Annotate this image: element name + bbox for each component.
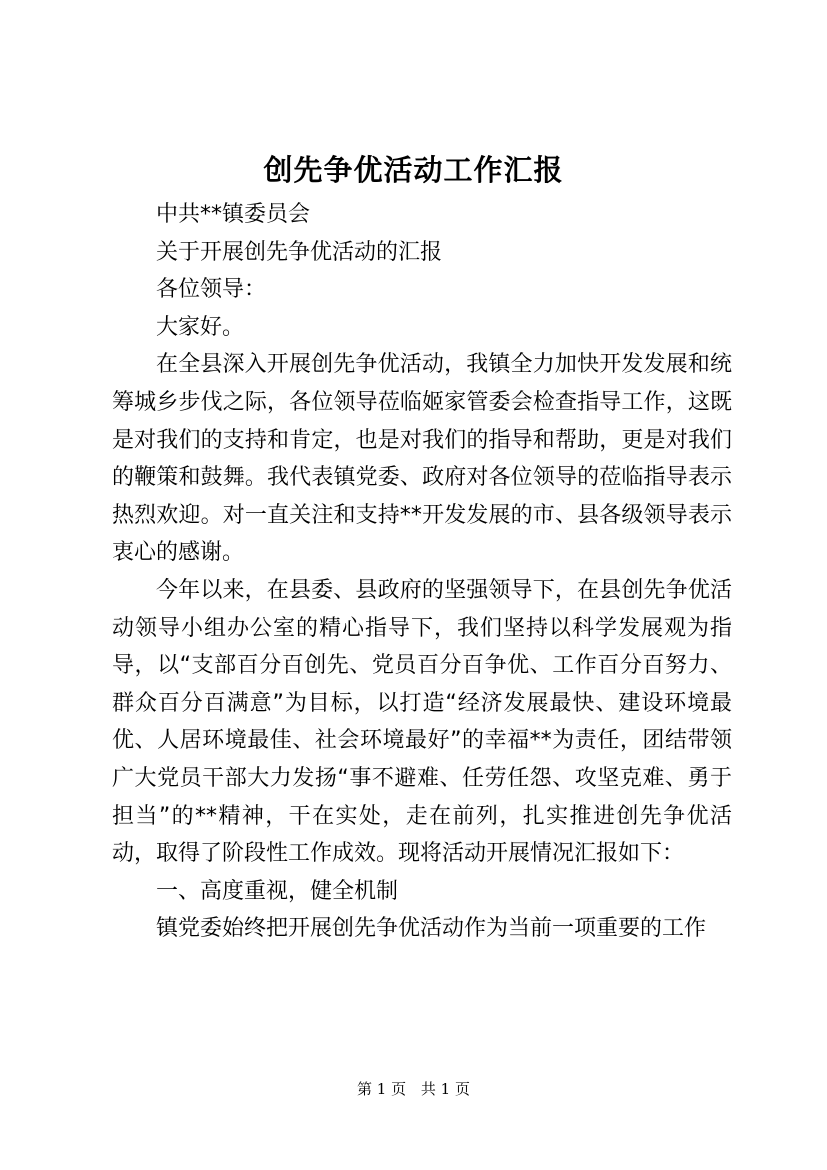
paragraph-organization: 中共**镇委员会 bbox=[156, 202, 311, 227]
section-heading-1: 一、高度重视，健全机制 bbox=[156, 878, 399, 904]
page-number: 第 1 页 bbox=[357, 1080, 407, 1098]
paragraph-greeting: 大家好。 bbox=[156, 314, 245, 340]
document-body bbox=[112, 196, 732, 948]
paragraph-overview: 今年以来，在县委、县政府的坚强领导下，在县创先争优活动领导小组办公室的精心指导下，我们坚持以科学发展观为指导，以“支部百分百创先、党员百分百争优、工作百分百努力、群众百分百满意”为目标，以打造“经济发展最快、建设环境最优、人居环境最佳、社会环境最好”的幸福**为责任，团结带领广大党员干部大力发扬“事不避难、任劳任怨、攻坚克难、勇于担当”的**精神，干在实处，走在前列，扎实推进创先争优活动，取得了阶段性工作成效。现将活动开展情况汇报如下： bbox=[112, 577, 732, 867]
paragraph-subject: 关于开展创先争优活动的汇报 bbox=[156, 239, 443, 265]
page-footer bbox=[0, 1078, 827, 1099]
document-title: 创先争优活动工作汇报 bbox=[263, 153, 564, 187]
page-total: 共 1 页 bbox=[420, 1080, 470, 1098]
paragraph-section-1: 镇党委始终把开展创先争优活动作为当前一项重要的工作 bbox=[156, 916, 707, 942]
paragraph-salutation: 各位领导： bbox=[156, 277, 267, 303]
paragraph-welcome: 在全县深入开展创先争优活动，我镇全力加快开发发展和统筹城乡步伐之际，各位领导莅临姬家管委会检查指导工作，这既是对我们的支持和肯定，也是对我们的指导和帮助，更是对我们的鞭策和鼓舞。我代表镇党委、政府对各位领导的莅临指导表示热烈欢迎。对一直关注和支持**开发发展的市、县各级领导表示衷心的感谢。 bbox=[112, 352, 732, 566]
